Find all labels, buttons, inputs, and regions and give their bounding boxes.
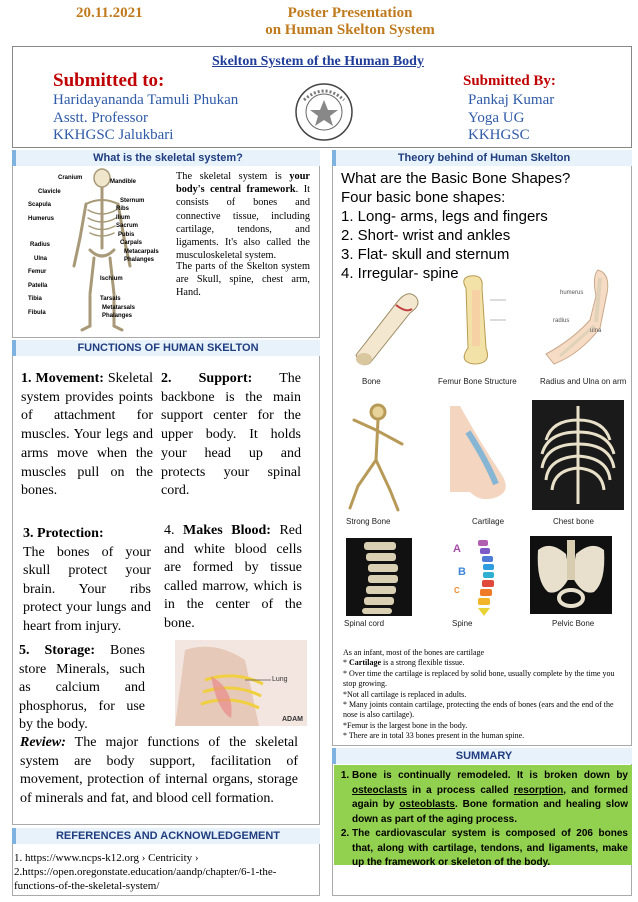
chest-bone-image xyxy=(532,400,624,510)
spine-letter-b: B xyxy=(458,566,466,578)
poster-date: 20.11.2021 xyxy=(76,5,143,21)
submitted-by-label: Submitted By: xyxy=(463,73,556,89)
strong-bone-image xyxy=(342,400,410,512)
adam-watermark: ADAM xyxy=(282,716,303,723)
bone-cross-section-image xyxy=(346,283,424,367)
arm-label-ulna: ulna xyxy=(590,328,602,334)
caption-pelvic-bone: Pelvic Bone xyxy=(552,619,595,628)
arm-label-humerus: humerus xyxy=(560,290,584,296)
student-course: Yoga UG xyxy=(468,110,525,126)
summary-list xyxy=(334,769,628,871)
skeletal-description: The skeletal system is your body's central framework. It consists of bones and connective tissue, including cartilage, tendons, and ligaments. It's also called the musculoskeletal system. xyxy=(176,171,310,262)
caption-spinal-cord: Spinal cord xyxy=(344,619,385,628)
skeleton-labels-left: Cranium Clavicle Scapula Humerus Radius Ulna Femur Patella Tibia Fibula xyxy=(28,175,83,316)
function-movement: 1. Movement: Skeletal system provides points of attachment for muscles. Your legs and arms move when the muscles pull on the bones. xyxy=(21,371,153,499)
caption-strong-bone: Strong Bone xyxy=(346,517,391,526)
caption-spine: Spine xyxy=(452,619,473,628)
skeleton-labels-right: Mandible Sternum Ribs Ilium Sacrum Pubis Carpals Metacarpals Phalanges Ischium Tarsals Metatarsals Phalanges xyxy=(100,179,159,319)
caption-cartilage: Cartilage xyxy=(472,517,505,526)
femur-structure-image xyxy=(440,270,512,370)
spine-letter-a: A xyxy=(453,543,461,555)
poster-title: Skelton System of the Human Body xyxy=(212,54,424,69)
poster-header-title: Poster Presentation on Human Skelton System xyxy=(265,5,435,38)
supervisor-institution: KKHGSC Jalukbari xyxy=(53,127,174,143)
caption-bone: Bone xyxy=(362,377,381,386)
chest-lung-illustration xyxy=(175,640,307,726)
summary-item-206-bones: 2. The cardiovascular system is composed of 206 bones that, along with cartilage, tendons, and ligaments, make up the framework or skeleton of the body. xyxy=(352,827,628,871)
cartilage-facts: As an infant, most of the bones are cartilage * Cartilage is a strong flexible tissue. * Over time the cartilage is replaced by solid bone, usually complete by the time you stop growing. *Not all cartilage is replaced in adults. * Many joints contain cartilage, protecting the ends of bones (ears and the end of the nose is also cartilage). *Femur is the largest bone in the body. * There are in total 33 bones present in the human spine. xyxy=(343,648,615,741)
caption-chest-bone: Chest bone xyxy=(553,517,594,526)
spine-letter-c: C xyxy=(454,586,460,595)
skeletal-parts: The parts of the Skelton system are Skull, spine, chest arm, Hand. xyxy=(176,261,310,299)
summary-box xyxy=(334,765,632,868)
theory-heading: Theory behind of Human Skelton xyxy=(332,150,632,166)
functions-heading: FUNCTIONS OF HUMAN SKELTON xyxy=(12,340,320,356)
skeletal-heading: What is the skeletal system? xyxy=(12,150,320,166)
college-seal-logo xyxy=(292,80,356,144)
supervisor-designation: Asstt. Professor xyxy=(53,110,149,126)
submitted-to-label: Submitted to: xyxy=(53,70,165,91)
supervisor-name: Haridayananda Tamuli Phukan xyxy=(53,92,239,108)
spinal-cord-image xyxy=(346,538,412,616)
function-review: Review: The major functions of the skeletal system are body support, facilitation of movement, protection of internal organs, storage of minerals and fat, and blood cell formation. xyxy=(20,735,298,806)
cartilage-nose-image xyxy=(440,402,516,510)
function-support: 2. Support: The backbone is the main support center for the upper body. It holds your head up and protects your spinal cord. xyxy=(161,371,302,499)
caption-radius-ulna: Radius and Ulna on arm xyxy=(540,377,627,386)
function-storage: 5. Storage: Bones store Minerals, such as calcium and phosphorus, for use by the body. xyxy=(19,643,145,733)
student-institution: KKHGSC xyxy=(468,127,530,143)
summary-item-remodeling: 1. Bone is continually remodeled. It is broken down by osteoclasts in a process called resorption, and formed again by osteoblasts. Bone formation and healing slow down as part of the aging process. xyxy=(352,769,628,827)
references-heading: REFERENCES AND ACKNOWLEDGEMENT xyxy=(12,828,320,844)
caption-femur-structure: Femur Bone Structure xyxy=(438,377,517,386)
student-name: Pankaj Kumar xyxy=(468,92,555,108)
references-list: 1. https://www.ncps-k12.org › Centricity › 2.https://open.oregonstate.education/aandp/chapter/6-1-the-functions-of-the-skeletal-system/ xyxy=(14,852,277,892)
function-makes-blood: 4. Makes Blood: Red and white blood cells are formed by tissue called marrow, which is in the center of the bone. xyxy=(164,523,302,631)
arm-label-radius: radius xyxy=(553,318,570,324)
function-protection: 3. Protection: The bones of your skull protect your brain. Your ribs protect your lungs and heart from injury. xyxy=(23,526,151,634)
lung-label: Lung xyxy=(272,676,288,683)
pelvic-bone-image xyxy=(530,536,612,614)
bone-shapes-text: What are the Basic Bone Shapes? Four basic bone shapes: 1. Long- arms, legs and fingers 2. Short- wrist and ankles 3. Flat- skull and sternum 4. Irregular- spine xyxy=(341,170,571,282)
summary-heading: SUMMARY xyxy=(332,748,632,764)
